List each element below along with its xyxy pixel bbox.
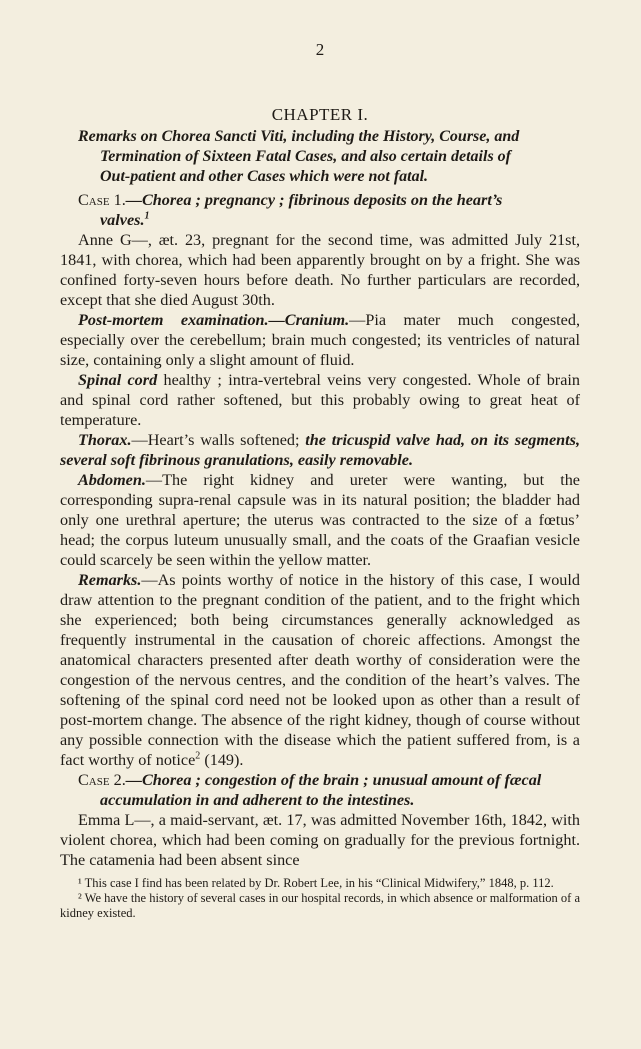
case-1-post-mortem [60,310,580,370]
post-mortem-label: Post-mortem examination.—Cranium. [78,311,350,329]
abdomen-label: Abdomen. [78,471,146,489]
spinal-text: healthy ; intra-vertebral veins very congested. Whole of brain and spinal cord rather softened, but this probably owing to great heat of temperature. [60,371,580,429]
case-1-thorax [60,430,580,470]
remarks-text: —As points worthy of notice in the history of this case, I would draw attention to the pregnant condition of the patient, and to the fright which she experienced; both being circumstances generally acknowledged as frequently instrumental in the causation of choreic affections. Amongst the anatomical characters presented after death worthy of consideration were the congestion of the nervous centres, and the condition of the heart’s valves. The softening of the spinal cord need not be looked upon as other than a result of post-mortem change. The absence of the right kidney, though of course without any possible connection with the disease which the patient suffered from, is a fact worthy of notice [60,571,580,769]
summary-line-2: Termination of Sixteen Fatal Cases, and also certain details of [100,148,511,165]
footnote-ref-1: 1 [144,210,150,222]
summary-line-1: Remarks on Chorea Sancti Viti, including the History, Course, and [78,128,520,145]
footnote-1: ¹ This case I find has been related by Dr. Robert Lee, in his “Clinical Midwifery,” 1848, p. 112. [78,876,554,890]
chapter-heading: CHAPTER I. [271,105,369,124]
case-1-spinal [60,370,580,430]
chapter-summary [60,127,580,187]
summary-line-3: Out-patient and other Cases which were not fatal. [100,168,429,185]
book-page [60,40,580,921]
case-1-history: Anne G—, æt. 23, pregnant for the second time, was admitted July 21st, 1841, with chorea, which had been apparently brought on by a fright. She was confined forty-seven hours before death. No further particulars are recorded, except that she died August 30th. [60,231,580,309]
case-2-heading [60,770,580,790]
spinal-label: Spinal cord [78,371,158,389]
thorax-text: —Heart’s walls softened; [131,431,306,449]
page-number: 2 [315,40,325,59]
remarks-end: (149). [200,751,244,769]
post-mortem-text: —Pia mater much congested, especially over the cerebellum; brain much congested; its ventricles of natural size, containing only a slight amount of fluid. [60,311,580,369]
case-1-heading [60,190,580,210]
footnote-ref-2: 2 [195,750,201,762]
thorax-label: Thorax. [78,431,132,449]
footnote-2: ² We have the history of several cases in our hospital records, in which absence or malformation of a kidney existed. [60,891,581,920]
case-1-abdomen [60,470,580,570]
case-1-title-b: valves. [100,211,145,229]
case-1-label: Case 1. [78,191,126,209]
case-2-title: —Chorea ; congestion of the brain ; unusual amount of fæcal [125,771,542,789]
footnotes [60,876,580,921]
case-2-label: Case 2. [78,771,126,789]
case-1-remarks [60,570,580,770]
case-1-title: —Chorea ; pregnancy ; fibrinous deposits on the heart’s [125,191,503,209]
thorax-italic: the tricuspid valve had, on its segments, several soft fibrinous granulations, easily removable. [60,431,580,469]
case-2-title-continued: accumulation in and adherent to the intestines. [100,791,415,809]
case-2-history: Emma L—, a maid-servant, æt. 17, was admitted November 16th, 1842, with violent chorea, which had been coming on gradually for the previous fortnight. The catamenia had been absent since [60,811,580,869]
abdomen-text: —The right kidney and ureter were wanting, but the corresponding supra-renal capsule was in its natural position; the bladder had only one urethral aperture; the uterus was contracted to the size of a fœtus’ head; the corpus luteum unusually small, and the coats of the Graafian vesicle could scarcely be seen within the yellow matter. [60,471,580,569]
case-1-title-continued [60,210,580,230]
remarks-label: Remarks. [78,571,142,589]
